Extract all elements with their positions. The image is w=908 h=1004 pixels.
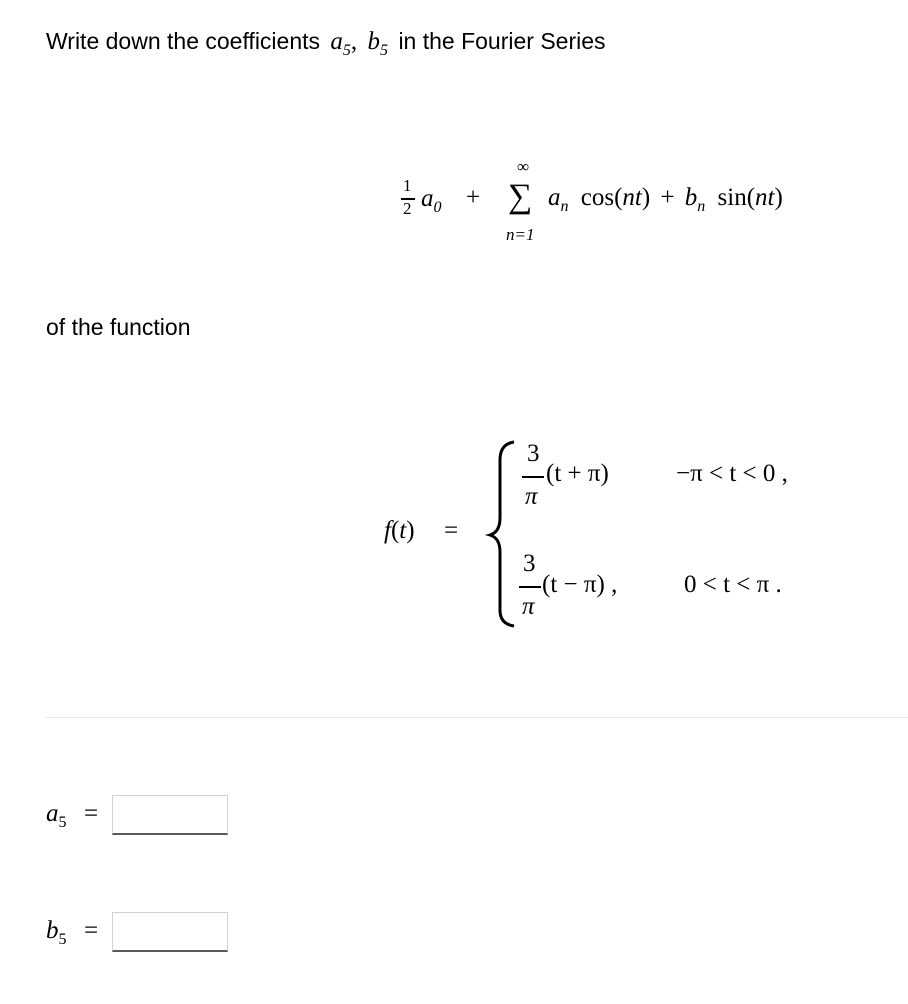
cos-term: cos(nt) [580, 184, 651, 211]
a5-equals: = [84, 800, 99, 827]
sum-upper-limit: ∞ [517, 157, 530, 176]
intro-tail: in the Fourier Series [398, 28, 606, 54]
case1-denominator: π [525, 483, 538, 510]
series-terms [548, 184, 783, 215]
half-numerator: 1 [403, 176, 412, 195]
intro-text: Write down the coefficients [46, 28, 321, 54]
function-equals: = [444, 517, 459, 544]
section-divider [46, 717, 908, 718]
a0-term: $a_0$ [421, 185, 442, 216]
sum-lower-limit: n=1 [506, 225, 535, 244]
case2-numerator: 3 [523, 550, 536, 577]
an-term: $a_n$ [548, 184, 569, 215]
sum-symbol: ∑ [508, 178, 533, 215]
coef-a5: $a_5$ [330, 28, 351, 59]
case1-expression: (t + π) [546, 460, 609, 487]
case2-denominator: π [522, 593, 535, 620]
left-brace [486, 438, 526, 628]
case1-numerator: 3 [527, 440, 540, 467]
b5-equals: = [84, 917, 99, 944]
case2-expression: (t − π) , [542, 571, 618, 598]
b5-answer-input[interactable] [112, 912, 228, 952]
sin-term: sin(nt) [717, 184, 783, 211]
plus-sign: + [466, 184, 481, 211]
case2-condition: 0 < t < π . [684, 571, 782, 598]
a5-answer-input[interactable] [112, 795, 228, 835]
half-denominator: 2 [403, 199, 412, 218]
bn-term: $b_n$ [684, 184, 706, 215]
case1-fraction-bar [522, 476, 544, 478]
function-label: of the function [46, 314, 191, 340]
plus-sign-2: + [660, 184, 675, 211]
coef-b5: $b_5$ [367, 28, 389, 59]
b5-answer-label: $b_5$ [46, 917, 67, 948]
question-intro: Write down the coefficients $a_5$, $b_5$ in the Fourier Series [46, 28, 606, 59]
a5-answer-label: $a_5$ [46, 800, 67, 831]
case2-fraction-bar [519, 586, 541, 588]
function-lhs: f(t) [384, 517, 415, 544]
case1-condition: −π < t < 0 , [676, 460, 788, 487]
